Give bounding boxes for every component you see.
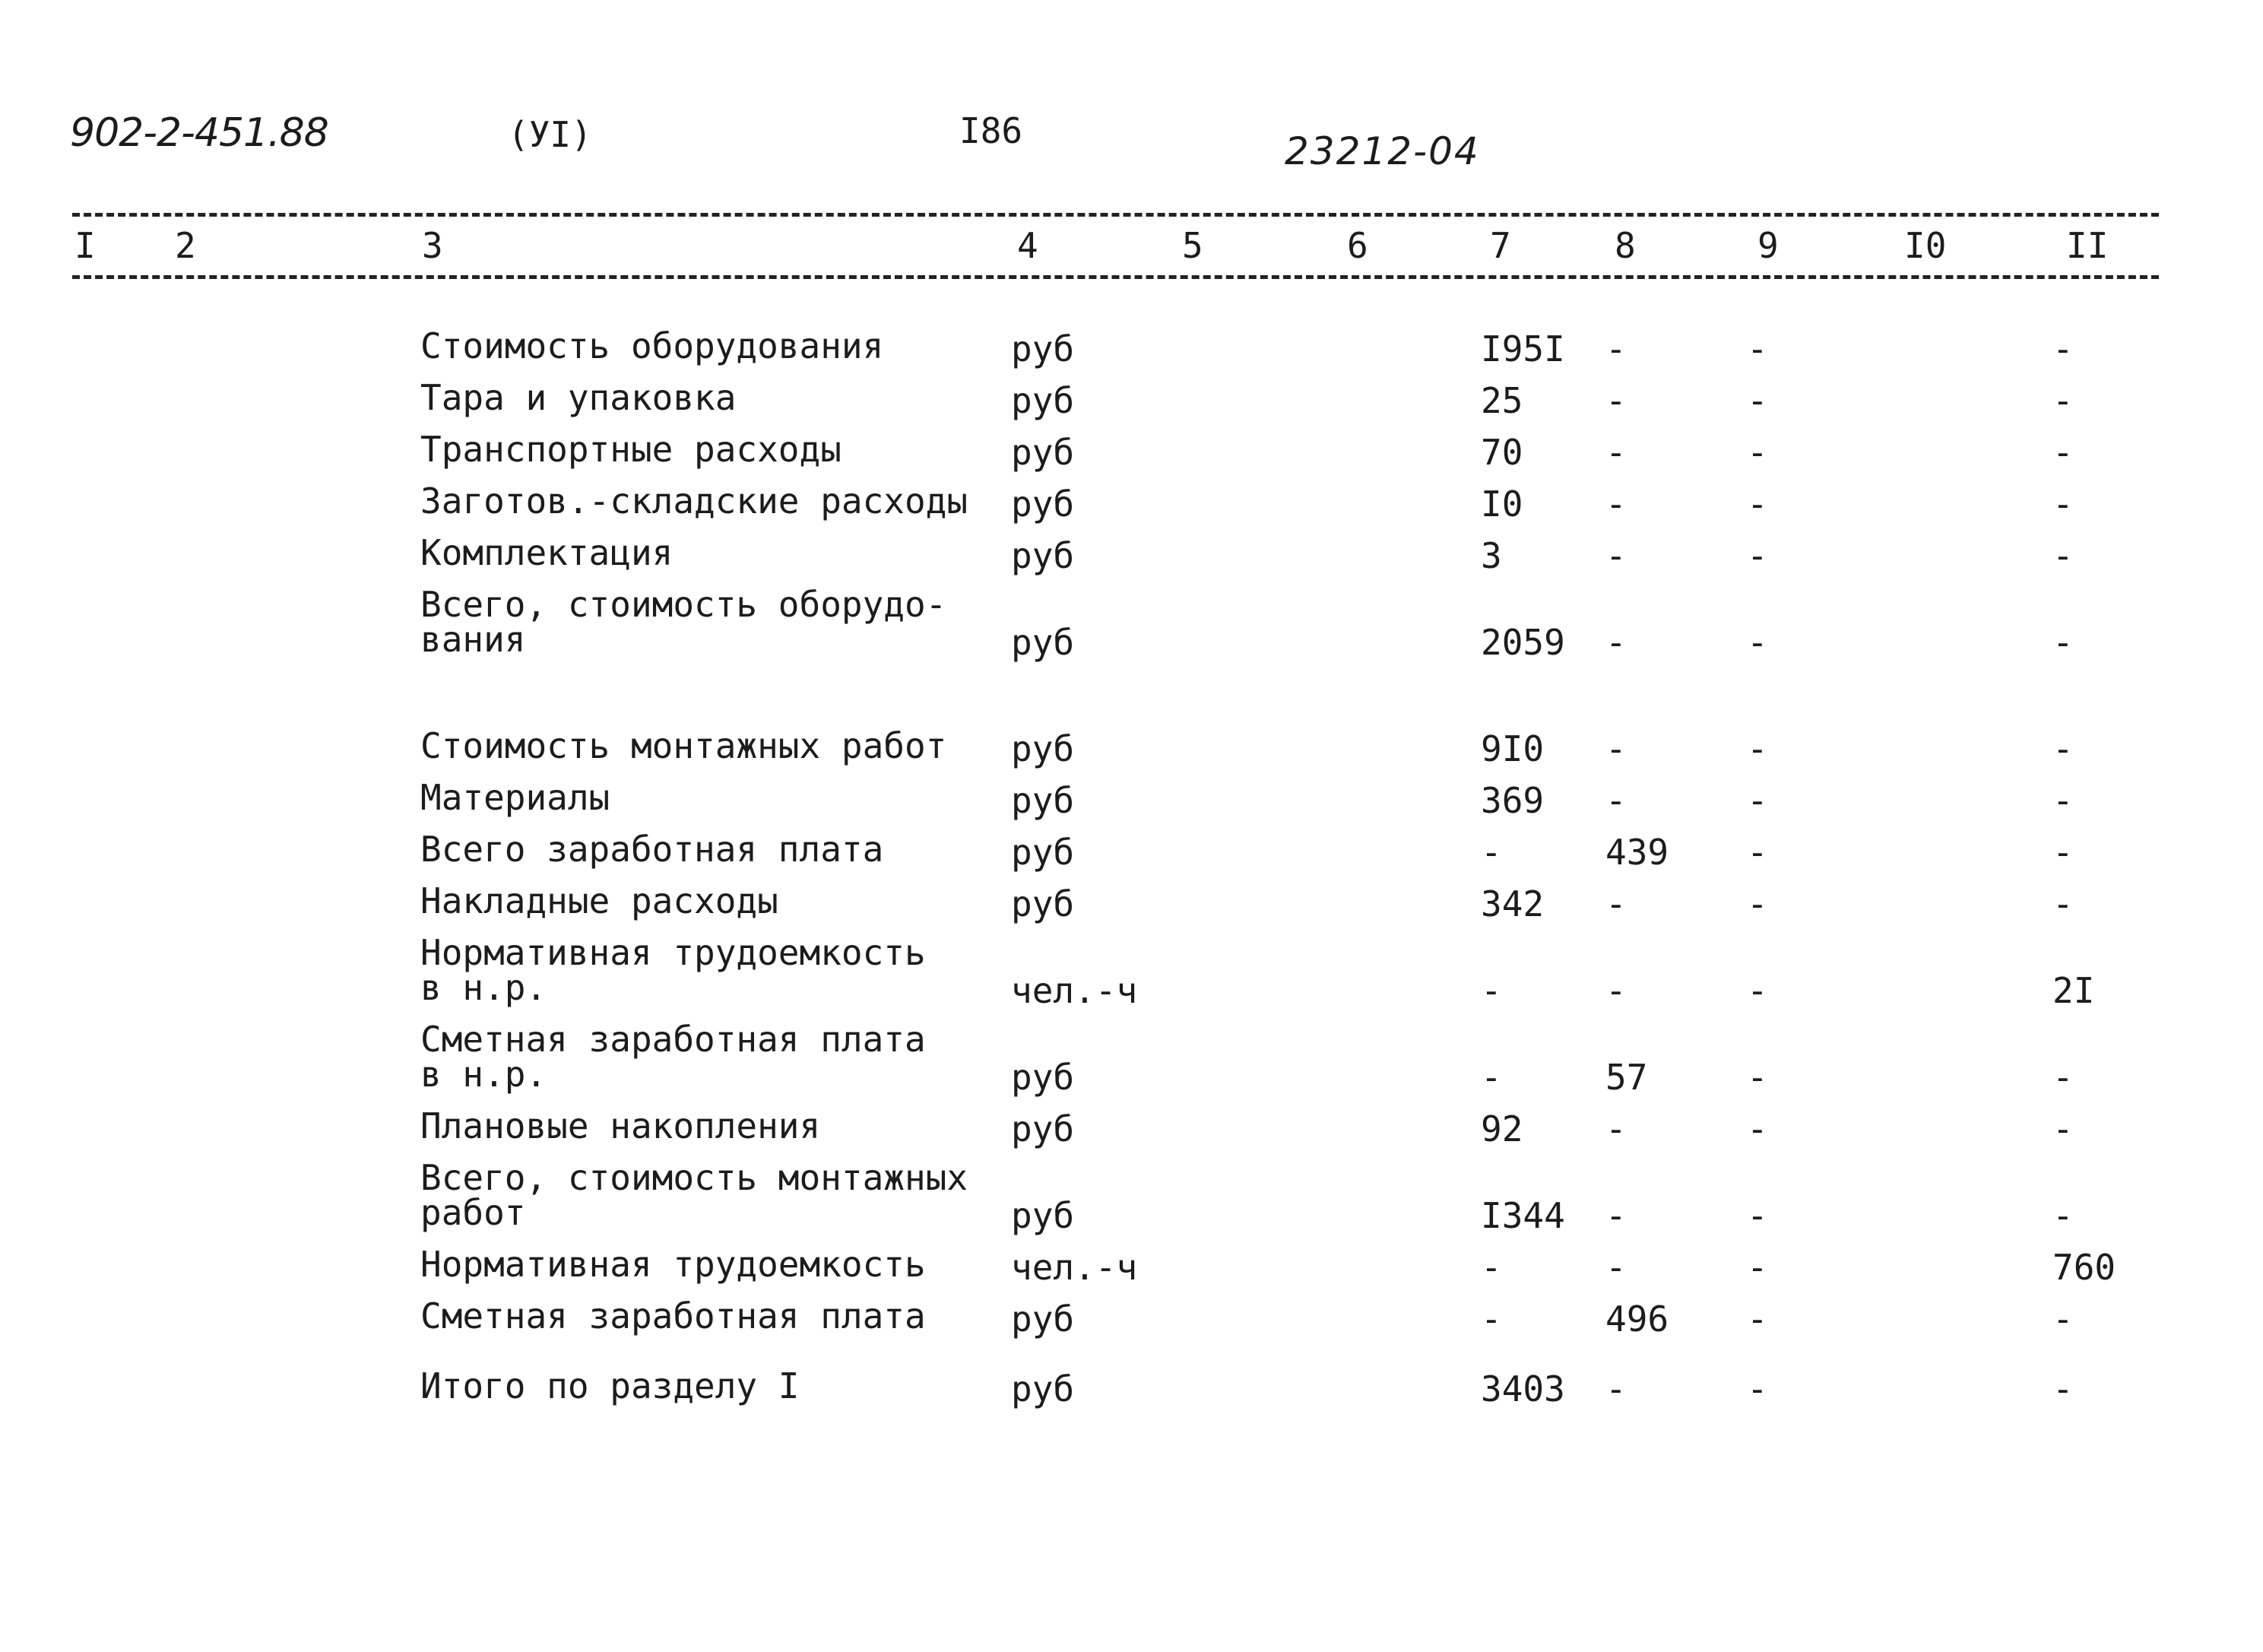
- col9-cell: -: [1747, 832, 1768, 873]
- col7-cell: I344: [1481, 1195, 1565, 1236]
- col8-cell: -: [1605, 1108, 1627, 1149]
- col9-cell: -: [1747, 432, 1768, 473]
- volume-label: (УI): [508, 114, 592, 155]
- col11-cell: -: [2052, 328, 2074, 369]
- col11-cell: -: [2052, 1195, 2074, 1236]
- row-description-cont: в н.р.: [420, 967, 547, 1008]
- col7-cell: I95I: [1481, 328, 1565, 369]
- unit-cell: руб: [1011, 328, 1075, 369]
- col11-cell: -: [2052, 484, 2074, 525]
- col8-cell: 496: [1605, 1298, 1669, 1340]
- row-description: Стоимость оборудования: [420, 325, 884, 366]
- col9-cell: -: [1747, 1108, 1768, 1149]
- col9-cell: -: [1747, 883, 1768, 924]
- col11-cell: -: [2052, 1298, 2074, 1340]
- col8-cell: -: [1605, 883, 1627, 924]
- col7-cell: 3: [1481, 535, 1502, 576]
- col7-cell: 2059: [1481, 622, 1565, 663]
- col8-cell: -: [1605, 1247, 1627, 1288]
- col11-cell: -: [2052, 380, 2074, 421]
- col7-cell: 9I0: [1481, 728, 1545, 769]
- column-number: 8: [1615, 225, 1636, 266]
- row-description: Нормативная трудоемкость: [420, 1244, 926, 1285]
- col7-cell: 70: [1481, 432, 1523, 473]
- col8-cell: -: [1605, 780, 1627, 821]
- col8-cell: -: [1605, 622, 1627, 663]
- column-number: 3: [422, 225, 443, 266]
- row-description: Стоимость монтажных работ: [420, 725, 947, 766]
- column-number: I0: [1904, 225, 1947, 266]
- row-description: Плановые накопления: [420, 1105, 821, 1146]
- col8-cell: -: [1605, 728, 1627, 769]
- column-number: II: [2066, 225, 2109, 266]
- unit-cell: руб: [1011, 1057, 1075, 1098]
- header-bottom-rule: [72, 275, 2159, 279]
- col9-cell: -: [1747, 780, 1768, 821]
- unit-cell: руб: [1011, 380, 1075, 421]
- column-number: 4: [1017, 225, 1038, 266]
- col9-cell: -: [1747, 1195, 1768, 1236]
- col7-cell: 3403: [1481, 1368, 1565, 1409]
- col9-cell: -: [1747, 1057, 1768, 1098]
- col8-cell: -: [1605, 380, 1627, 421]
- unit-cell: чел.-ч: [1011, 970, 1138, 1011]
- col8-cell: 57: [1605, 1057, 1648, 1098]
- row-description-cont: вания: [420, 619, 526, 660]
- col7-cell: 92: [1481, 1108, 1523, 1149]
- row-description: Всего заработная плата: [420, 829, 884, 870]
- row-description: Всего, стоимость оборудо-: [420, 584, 947, 625]
- col8-cell: -: [1605, 1368, 1627, 1409]
- row-description: Сметная заработная плата: [420, 1295, 926, 1337]
- header-top-rule: [72, 213, 2159, 217]
- unit-cell: руб: [1011, 535, 1075, 576]
- col11-cell: -: [2052, 1108, 2074, 1149]
- row-description: Транспортные расходы: [420, 429, 841, 470]
- row-description: Нормативная трудоемкость: [420, 932, 926, 973]
- col11-cell: -: [2052, 832, 2074, 873]
- unit-cell: руб: [1011, 432, 1075, 473]
- document-code: 902-2-451.88: [70, 110, 328, 156]
- col11-cell: -: [2052, 1368, 2074, 1409]
- col9-cell: -: [1747, 1247, 1768, 1288]
- col11-cell: -: [2052, 780, 2074, 821]
- row-description: Тара и упаковка: [420, 377, 737, 418]
- col9-cell: -: [1747, 380, 1768, 421]
- col7-cell: 369: [1481, 780, 1545, 821]
- col7-cell: 25: [1481, 380, 1523, 421]
- col11-cell: -: [2052, 535, 2074, 576]
- unit-cell: руб: [1011, 1368, 1075, 1409]
- col9-cell: -: [1747, 970, 1768, 1011]
- col7-cell: -: [1481, 1247, 1502, 1288]
- row-description: Комплектация: [420, 532, 674, 573]
- col9-cell: -: [1747, 1298, 1768, 1340]
- unit-cell: руб: [1011, 484, 1075, 525]
- row-description: Всего, стоимость монтажных: [420, 1157, 968, 1198]
- page-number: I86: [959, 110, 1023, 151]
- col11-cell: -: [2052, 728, 2074, 769]
- col8-cell: -: [1605, 484, 1627, 525]
- unit-cell: руб: [1011, 780, 1075, 821]
- col8-cell: -: [1605, 328, 1627, 369]
- col8-cell: -: [1605, 970, 1627, 1011]
- col11-cell: -: [2052, 883, 2074, 924]
- sheet-number: 23212-04: [1285, 129, 1480, 173]
- col11-cell: 760: [2052, 1247, 2116, 1288]
- column-number: 2: [175, 225, 196, 266]
- column-number: I: [74, 225, 96, 266]
- row-description: Заготов.-складские расходы: [420, 480, 968, 522]
- col8-cell: 439: [1605, 832, 1669, 873]
- row-description: Сметная заработная плата: [420, 1019, 926, 1060]
- col8-cell: -: [1605, 1195, 1627, 1236]
- col11-cell: -: [2052, 1057, 2074, 1098]
- row-description: Материалы: [420, 777, 610, 818]
- col9-cell: -: [1747, 1368, 1768, 1409]
- col7-cell: -: [1481, 1298, 1502, 1340]
- row-description: Итого по разделу I: [420, 1365, 800, 1406]
- unit-cell: руб: [1011, 832, 1075, 873]
- row-description-cont: в н.р.: [420, 1054, 547, 1095]
- unit-cell: руб: [1011, 622, 1075, 663]
- col11-cell: -: [2052, 622, 2074, 663]
- col7-cell: -: [1481, 970, 1502, 1011]
- unit-cell: руб: [1011, 1298, 1075, 1340]
- unit-cell: чел.-ч: [1011, 1247, 1138, 1288]
- unit-cell: руб: [1011, 728, 1075, 769]
- unit-cell: руб: [1011, 883, 1075, 924]
- col9-cell: -: [1747, 622, 1768, 663]
- col7-cell: -: [1481, 832, 1502, 873]
- col7-cell: I0: [1481, 484, 1523, 525]
- col9-cell: -: [1747, 728, 1768, 769]
- column-number: 7: [1490, 225, 1511, 266]
- col8-cell: -: [1605, 535, 1627, 576]
- col9-cell: -: [1747, 535, 1768, 576]
- unit-cell: руб: [1011, 1108, 1075, 1149]
- col7-cell: -: [1481, 1057, 1502, 1098]
- unit-cell: руб: [1011, 1195, 1075, 1236]
- col8-cell: -: [1605, 432, 1627, 473]
- col9-cell: -: [1747, 328, 1768, 369]
- row-description-cont: работ: [420, 1192, 526, 1233]
- col11-cell: -: [2052, 432, 2074, 473]
- column-number: 5: [1182, 225, 1203, 266]
- col11-cell: 2I: [2052, 970, 2095, 1011]
- col7-cell: 342: [1481, 883, 1545, 924]
- row-description: Накладные расходы: [420, 880, 778, 921]
- column-number: 6: [1347, 225, 1368, 266]
- column-number: 9: [1757, 225, 1779, 266]
- col9-cell: -: [1747, 484, 1768, 525]
